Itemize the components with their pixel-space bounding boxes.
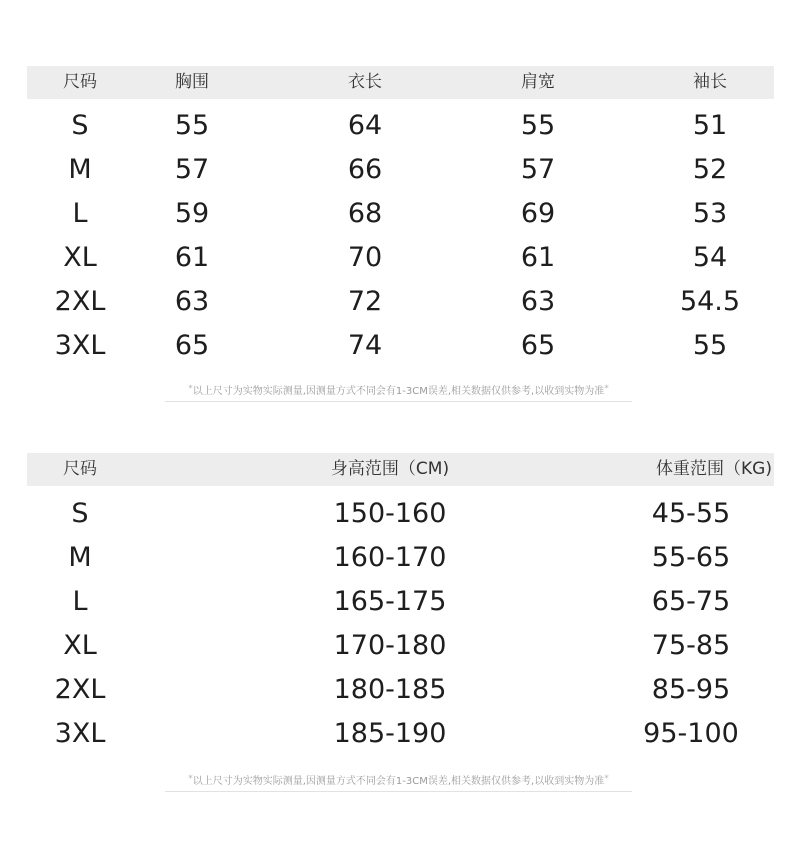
header-size: 尺码 [63, 72, 97, 92]
note-text: 以上尺寸为实物实际测量,因测量方式不同会有1-3CM误差,相关数据仅供参考,以收到实物为准 [192, 386, 605, 397]
size-cell: M [68, 154, 92, 185]
height-cell: 150-160 [333, 498, 447, 529]
size-cell: M [68, 542, 92, 573]
sleeve-cell: 55 [692, 330, 728, 361]
table-row [27, 580, 774, 624]
measurement-disclaimer [165, 772, 632, 792]
weight-cell: 45-55 [651, 498, 731, 529]
header-sleeve: 袖长 [693, 72, 727, 92]
weight-cell: 95-100 [643, 718, 739, 749]
table-row [27, 280, 774, 324]
length-cell: 66 [347, 154, 383, 185]
header-chest: 胸围 [175, 72, 209, 92]
chest-cell: 55 [174, 110, 210, 141]
measurement-disclaimer [165, 382, 632, 402]
size-cell: S [71, 110, 89, 141]
table-row [27, 624, 774, 668]
sleeve-cell: 54 [692, 242, 728, 273]
height-cell: 180-185 [333, 674, 447, 705]
table-body [27, 492, 774, 756]
header-height-range: 身高范围（CM) [330, 459, 450, 479]
shoulder-cell: 55 [520, 110, 556, 141]
table-row [27, 236, 774, 280]
table-header [27, 453, 774, 486]
weight-cell: 65-75 [651, 586, 731, 617]
length-cell: 64 [347, 110, 383, 141]
table-row [27, 668, 774, 712]
sleeve-cell: 54.5 [679, 286, 741, 317]
chest-cell: 59 [174, 198, 210, 229]
shoulder-cell: 61 [520, 242, 556, 273]
weight-cell: 75-85 [651, 630, 731, 661]
table-header [27, 66, 774, 99]
sleeve-cell: 52 [692, 154, 728, 185]
height-cell: 160-170 [333, 542, 447, 573]
size-cell: 3XL [54, 330, 106, 361]
size-cell: 2XL [54, 674, 106, 705]
length-cell: 74 [347, 330, 383, 361]
size-cell: XL [63, 242, 97, 273]
size-cell: 2XL [54, 286, 106, 317]
size-cell: S [71, 498, 89, 529]
weight-cell: 55-65 [651, 542, 731, 573]
sleeve-cell: 51 [692, 110, 728, 141]
shoulder-cell: 65 [520, 330, 556, 361]
chest-cell: 57 [174, 154, 210, 185]
size-cell: L [72, 586, 88, 617]
shoulder-cell: 57 [520, 154, 556, 185]
note-star-left: * [188, 384, 193, 394]
header-size: 尺码 [63, 459, 97, 479]
chest-cell: 61 [174, 242, 210, 273]
table-row [27, 712, 774, 756]
chest-cell: 63 [174, 286, 210, 317]
table-row [27, 492, 774, 536]
table-row [27, 536, 774, 580]
size-cell: L [72, 198, 88, 229]
size-cell: 3XL [54, 718, 106, 749]
length-cell: 72 [347, 286, 383, 317]
height-cell: 165-175 [333, 586, 447, 617]
sleeve-cell: 53 [692, 198, 728, 229]
table-row [27, 148, 774, 192]
table-row [27, 324, 774, 368]
note-star-right: * [604, 774, 609, 784]
weight-cell: 85-95 [651, 674, 731, 705]
table-body [27, 104, 774, 368]
header-shoulder: 肩宽 [521, 72, 555, 92]
garment-size-table [27, 66, 774, 368]
height-cell: 170-180 [333, 630, 447, 661]
note-text: 以上尺寸为实物实际测量,因测量方式不同会有1-3CM误差,相关数据仅供参考,以收到实物为准 [192, 776, 605, 787]
shoulder-cell: 69 [520, 198, 556, 229]
size-cell: XL [63, 630, 97, 661]
length-cell: 70 [347, 242, 383, 273]
note-star-left: * [188, 774, 193, 784]
fit-recommendation-table [27, 453, 774, 756]
header-weight-range: 体重范围（KG) [656, 459, 772, 479]
shoulder-cell: 63 [520, 286, 556, 317]
header-length: 衣长 [348, 72, 382, 92]
table-row [27, 192, 774, 236]
height-cell: 185-190 [333, 718, 447, 749]
table-row [27, 104, 774, 148]
chest-cell: 65 [174, 330, 210, 361]
note-star-right: * [604, 384, 609, 394]
length-cell: 68 [347, 198, 383, 229]
